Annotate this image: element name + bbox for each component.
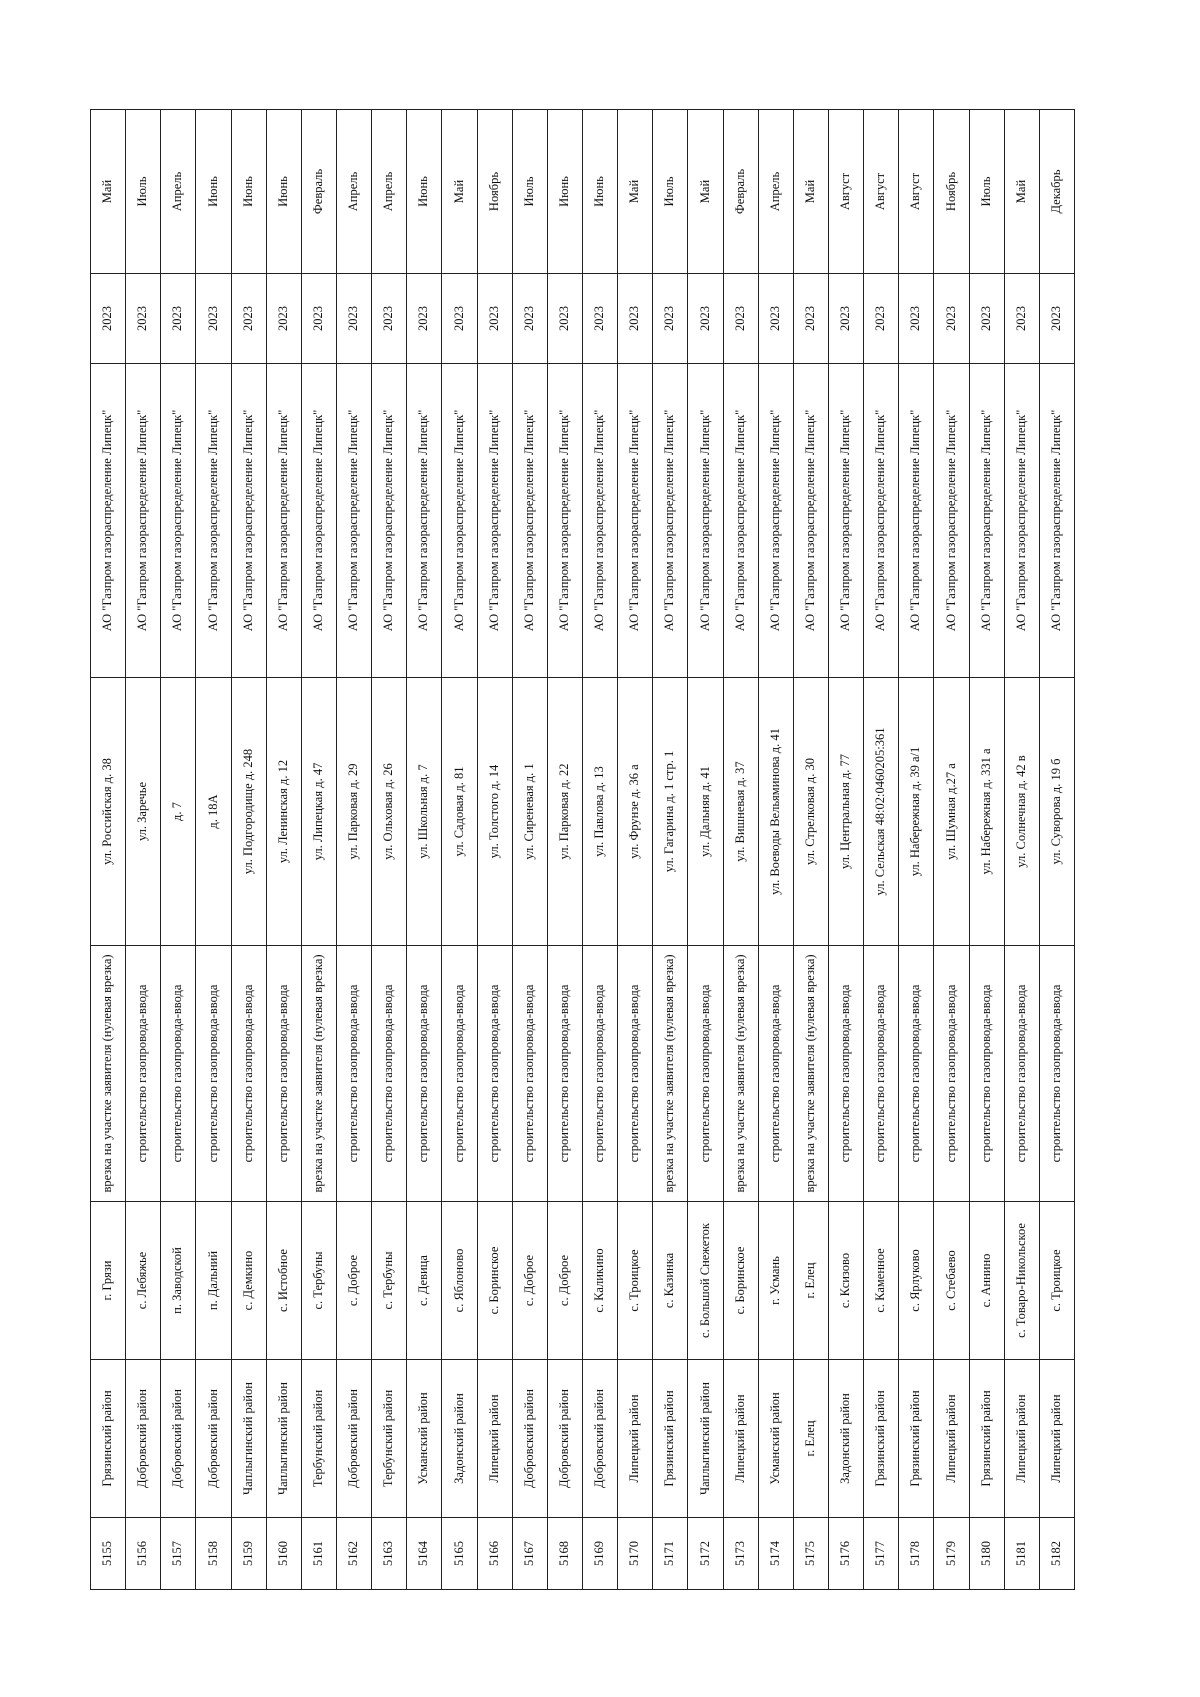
cell-month: Июль bbox=[512, 110, 547, 274]
table-row bbox=[864, 110, 899, 1590]
cell-month: Июнь bbox=[547, 110, 582, 274]
cell-district: Усманский район bbox=[407, 1360, 442, 1518]
cell-address: ул. Липецкая д. 47 bbox=[301, 678, 336, 946]
cell-year: 2023 bbox=[1004, 274, 1039, 364]
cell-month: Ноябрь bbox=[477, 110, 512, 274]
cell-month: Февраль bbox=[301, 110, 336, 274]
cell-number: 5159 bbox=[231, 1518, 266, 1590]
cell-number: 5169 bbox=[582, 1518, 617, 1590]
cell-year: 2023 bbox=[161, 274, 196, 364]
cell-year: 2023 bbox=[899, 274, 934, 364]
cell-work-type: врезка на участке заявителя (нулевая врезка) bbox=[301, 946, 336, 1202]
cell-work-type: строительство газопровода-ввода bbox=[969, 946, 1004, 1202]
cell-year: 2023 bbox=[1039, 274, 1074, 364]
cell-month: Май bbox=[793, 110, 828, 274]
cell-address: ул. Заречье bbox=[126, 678, 161, 946]
cell-locality: с. Троицкое bbox=[618, 1202, 653, 1360]
cell-address: ул. Фрунзе д. 36 а bbox=[618, 678, 653, 946]
cell-organization: АО "Газпром газораспределение Липецк" bbox=[618, 364, 653, 678]
cell-work-type: строительство газопровода-ввода bbox=[126, 946, 161, 1202]
cell-locality: с. Троицкое bbox=[1039, 1202, 1074, 1360]
cell-year: 2023 bbox=[477, 274, 512, 364]
cell-district: Добровский район bbox=[512, 1360, 547, 1518]
cell-number: 5176 bbox=[828, 1518, 863, 1590]
cell-organization: АО "Газпром газораспределение Липецк" bbox=[512, 364, 547, 678]
table-row bbox=[1004, 110, 1039, 1590]
table-row bbox=[372, 110, 407, 1590]
cell-organization: АО "Газпром газораспределение Липецк" bbox=[899, 364, 934, 678]
table-row bbox=[758, 110, 793, 1590]
table-row bbox=[477, 110, 512, 1590]
cell-district: Липецкий район bbox=[1039, 1360, 1074, 1518]
cell-month: Апрель bbox=[758, 110, 793, 274]
cell-district: Добровский район bbox=[547, 1360, 582, 1518]
cell-locality: с. Доброе bbox=[336, 1202, 371, 1360]
cell-year: 2023 bbox=[653, 274, 688, 364]
table-row bbox=[196, 110, 231, 1590]
cell-district: Добровский район bbox=[336, 1360, 371, 1518]
table-row bbox=[723, 110, 758, 1590]
rotated-table-wrapper bbox=[90, 110, 1075, 1590]
cell-district: Добровский район bbox=[126, 1360, 161, 1518]
cell-locality: с. Тербуны bbox=[372, 1202, 407, 1360]
cell-month: Август bbox=[828, 110, 863, 274]
table-row bbox=[266, 110, 301, 1590]
cell-district: Липецкий район bbox=[723, 1360, 758, 1518]
cell-number: 5177 bbox=[864, 1518, 899, 1590]
cell-month: Май bbox=[618, 110, 653, 274]
table-body bbox=[91, 110, 1075, 1590]
cell-district: Липецкий район bbox=[934, 1360, 969, 1518]
cell-address: ул. Вишневая д. 37 bbox=[723, 678, 758, 946]
cell-year: 2023 bbox=[336, 274, 371, 364]
cell-year: 2023 bbox=[582, 274, 617, 364]
cell-address: ул. Центральная д. 77 bbox=[828, 678, 863, 946]
cell-work-type: строительство газопровода-ввода bbox=[828, 946, 863, 1202]
cell-locality: с. Аннино bbox=[969, 1202, 1004, 1360]
cell-locality: п. Дальний bbox=[196, 1202, 231, 1360]
cell-district: Грязинский район bbox=[969, 1360, 1004, 1518]
table-row bbox=[301, 110, 336, 1590]
table-row bbox=[161, 110, 196, 1590]
cell-locality: с. Яблоново bbox=[442, 1202, 477, 1360]
cell-work-type: строительство газопровода-ввода bbox=[899, 946, 934, 1202]
cell-work-type: строительство газопровода-ввода bbox=[547, 946, 582, 1202]
cell-number: 5162 bbox=[336, 1518, 371, 1590]
cell-organization: АО "Газпром газораспределение Липецк" bbox=[969, 364, 1004, 678]
cell-number: 5181 bbox=[1004, 1518, 1039, 1590]
cell-address: ул. Парковая д. 22 bbox=[547, 678, 582, 946]
cell-month: Май bbox=[91, 110, 126, 274]
cell-organization: АО "Газпром газораспределение Липецк" bbox=[793, 364, 828, 678]
cell-district: Грязинский район bbox=[91, 1360, 126, 1518]
cell-work-type: строительство газопровода-ввода bbox=[758, 946, 793, 1202]
cell-locality: с. Демкино bbox=[231, 1202, 266, 1360]
cell-work-type: строительство газопровода-ввода bbox=[1039, 946, 1074, 1202]
cell-work-type: строительство газопровода-ввода bbox=[864, 946, 899, 1202]
cell-month: Июль bbox=[969, 110, 1004, 274]
cell-month: Апрель bbox=[336, 110, 371, 274]
table-row bbox=[969, 110, 1004, 1590]
cell-district: Чаплыгинский район bbox=[231, 1360, 266, 1518]
cell-locality: с. Ксизово bbox=[828, 1202, 863, 1360]
cell-year: 2023 bbox=[828, 274, 863, 364]
cell-organization: АО "Газпром газораспределение Липецк" bbox=[723, 364, 758, 678]
cell-organization: АО "Газпром газораспределение Липецк" bbox=[828, 364, 863, 678]
cell-organization: АО "Газпром газораспределение Липецк" bbox=[758, 364, 793, 678]
cell-number: 5163 bbox=[372, 1518, 407, 1590]
table-row bbox=[653, 110, 688, 1590]
cell-work-type: строительство газопровода-ввода bbox=[231, 946, 266, 1202]
cell-number: 5157 bbox=[161, 1518, 196, 1590]
cell-year: 2023 bbox=[512, 274, 547, 364]
table-row bbox=[899, 110, 934, 1590]
table-row bbox=[1039, 110, 1074, 1590]
cell-address: ул. Солнечная д. 42 в bbox=[1004, 678, 1039, 946]
cell-work-type: строительство газопровода-ввода bbox=[477, 946, 512, 1202]
table-row bbox=[231, 110, 266, 1590]
cell-number: 5155 bbox=[91, 1518, 126, 1590]
cell-number: 5167 bbox=[512, 1518, 547, 1590]
cell-number: 5161 bbox=[301, 1518, 336, 1590]
cell-month: Июнь bbox=[231, 110, 266, 274]
table-row bbox=[828, 110, 863, 1590]
cell-district: Чаплыгинский район bbox=[266, 1360, 301, 1518]
cell-organization: АО "Газпром газораспределение Липецк" bbox=[126, 364, 161, 678]
cell-year: 2023 bbox=[618, 274, 653, 364]
cell-locality: с. Истобное bbox=[266, 1202, 301, 1360]
table-row bbox=[582, 110, 617, 1590]
cell-locality: с. Товаро-Никольское bbox=[1004, 1202, 1039, 1360]
cell-year: 2023 bbox=[372, 274, 407, 364]
cell-number: 5179 bbox=[934, 1518, 969, 1590]
cell-organization: АО "Газпром газораспределение Липецк" bbox=[1004, 364, 1039, 678]
cell-work-type: строительство газопровода-ввода bbox=[1004, 946, 1039, 1202]
cell-organization: АО "Газпром газораспределение Липецк" bbox=[161, 364, 196, 678]
table-row bbox=[91, 110, 126, 1590]
cell-district: Грязинский район bbox=[864, 1360, 899, 1518]
table-row bbox=[793, 110, 828, 1590]
cell-year: 2023 bbox=[793, 274, 828, 364]
cell-work-type: врезка на участке заявителя (нулевая врезка) bbox=[793, 946, 828, 1202]
cell-year: 2023 bbox=[407, 274, 442, 364]
cell-district: Добровский район bbox=[161, 1360, 196, 1518]
cell-number: 5158 bbox=[196, 1518, 231, 1590]
cell-month: Апрель bbox=[161, 110, 196, 274]
cell-work-type: врезка на участке заявителя (нулевая врезка) bbox=[723, 946, 758, 1202]
table-row bbox=[688, 110, 723, 1590]
cell-year: 2023 bbox=[301, 274, 336, 364]
cell-address: ул. Суворова д. 19 б bbox=[1039, 678, 1074, 946]
cell-number: 5175 bbox=[793, 1518, 828, 1590]
cell-work-type: строительство газопровода-ввода bbox=[618, 946, 653, 1202]
cell-locality: с. Казинка bbox=[653, 1202, 688, 1360]
cell-address: ул. Школьная д. 7 bbox=[407, 678, 442, 946]
cell-locality: г. Елец bbox=[793, 1202, 828, 1360]
cell-number: 5160 bbox=[266, 1518, 301, 1590]
cell-year: 2023 bbox=[934, 274, 969, 364]
cell-number: 5168 bbox=[547, 1518, 582, 1590]
cell-number: 5166 bbox=[477, 1518, 512, 1590]
cell-district: Задонский район bbox=[828, 1360, 863, 1518]
cell-number: 5171 bbox=[653, 1518, 688, 1590]
cell-number: 5180 bbox=[969, 1518, 1004, 1590]
cell-locality: с. Боринское bbox=[723, 1202, 758, 1360]
cell-address: ул. Воеводы Вельяминова д. 41 bbox=[758, 678, 793, 946]
cell-work-type: строительство газопровода-ввода bbox=[582, 946, 617, 1202]
cell-year: 2023 bbox=[91, 274, 126, 364]
cell-address: ул. Российская д. 38 bbox=[91, 678, 126, 946]
cell-district: Липецкий район bbox=[477, 1360, 512, 1518]
cell-locality: п. Заводской bbox=[161, 1202, 196, 1360]
cell-work-type: строительство газопровода-ввода bbox=[266, 946, 301, 1202]
cell-work-type: строительство газопровода-ввода bbox=[688, 946, 723, 1202]
cell-organization: АО "Газпром газораспределение Липецк" bbox=[934, 364, 969, 678]
cell-organization: АО "Газпром газораспределение Липецк" bbox=[372, 364, 407, 678]
cell-address: ул. Сиреневая д. 1 bbox=[512, 678, 547, 946]
cell-year: 2023 bbox=[969, 274, 1004, 364]
cell-year: 2023 bbox=[196, 274, 231, 364]
cell-district: Усманский район bbox=[758, 1360, 793, 1518]
cell-year: 2023 bbox=[442, 274, 477, 364]
cell-district: Чаплыгинский район bbox=[688, 1360, 723, 1518]
cell-organization: АО "Газпром газораспределение Липецк" bbox=[1039, 364, 1074, 678]
cell-address: ул. Ольховая д. 26 bbox=[372, 678, 407, 946]
cell-organization: АО "Газпром газораспределение Липецк" bbox=[653, 364, 688, 678]
cell-district: Задонский район bbox=[442, 1360, 477, 1518]
cell-month: Июнь bbox=[582, 110, 617, 274]
cell-work-type: врезка на участке заявителя (нулевая врезка) bbox=[653, 946, 688, 1202]
cell-year: 2023 bbox=[126, 274, 161, 364]
cell-organization: АО "Газпром газораспределение Липецк" bbox=[582, 364, 617, 678]
cell-month: Август bbox=[864, 110, 899, 274]
cell-month: Август bbox=[899, 110, 934, 274]
table-row bbox=[512, 110, 547, 1590]
cell-organization: АО "Газпром газораспределение Липецк" bbox=[864, 364, 899, 678]
table-row bbox=[618, 110, 653, 1590]
cell-locality: с. Доброе bbox=[512, 1202, 547, 1360]
cell-work-type: строительство газопровода-ввода bbox=[196, 946, 231, 1202]
table-row bbox=[547, 110, 582, 1590]
cell-organization: АО "Газпром газораспределение Липецк" bbox=[688, 364, 723, 678]
cell-organization: АО "Газпром газораспределение Липецк" bbox=[266, 364, 301, 678]
cell-organization: АО "Газпром газораспределение Липецк" bbox=[301, 364, 336, 678]
cell-locality: с. Доброе bbox=[547, 1202, 582, 1360]
table-row bbox=[407, 110, 442, 1590]
cell-month: Ноябрь bbox=[934, 110, 969, 274]
cell-number: 5164 bbox=[407, 1518, 442, 1590]
cell-organization: АО "Газпром газораспределение Липецк" bbox=[196, 364, 231, 678]
cell-district: г. Елец bbox=[793, 1360, 828, 1518]
cell-address: ул. Ленинская д. 12 bbox=[266, 678, 301, 946]
cell-number: 5182 bbox=[1039, 1518, 1074, 1590]
cell-district: Добровский район bbox=[582, 1360, 617, 1518]
cell-work-type: строительство газопровода-ввода bbox=[161, 946, 196, 1202]
cell-locality: с. Лебяжье bbox=[126, 1202, 161, 1360]
cell-address: ул. Набережная д. 39 а/1 bbox=[899, 678, 934, 946]
cell-number: 5156 bbox=[126, 1518, 161, 1590]
cell-organization: АО "Газпром газораспределение Липецк" bbox=[91, 364, 126, 678]
cell-locality: с. Боринское bbox=[477, 1202, 512, 1360]
cell-organization: АО "Газпром газораспределение Липецк" bbox=[442, 364, 477, 678]
cell-district: Липецкий район bbox=[618, 1360, 653, 1518]
cell-month: Май bbox=[442, 110, 477, 274]
cell-address: ул. Стрелковая д. 30 bbox=[793, 678, 828, 946]
cell-year: 2023 bbox=[547, 274, 582, 364]
cell-month: Июль bbox=[653, 110, 688, 274]
cell-district: Тербунский район bbox=[372, 1360, 407, 1518]
cell-number: 5178 bbox=[899, 1518, 934, 1590]
cell-locality: с. Каликино bbox=[582, 1202, 617, 1360]
cell-year: 2023 bbox=[864, 274, 899, 364]
cell-address: ул. Подгородище д. 248 bbox=[231, 678, 266, 946]
cell-address: д. 7 bbox=[161, 678, 196, 946]
cell-month: Апрель bbox=[372, 110, 407, 274]
cell-locality: г. Грязи bbox=[91, 1202, 126, 1360]
cell-month: Май bbox=[688, 110, 723, 274]
cell-number: 5174 bbox=[758, 1518, 793, 1590]
cell-year: 2023 bbox=[266, 274, 301, 364]
cell-district: Добровский район bbox=[196, 1360, 231, 1518]
cell-number: 5173 bbox=[723, 1518, 758, 1590]
cell-organization: АО "Газпром газораспределение Липецк" bbox=[231, 364, 266, 678]
cell-address: ул. Дальняя д. 41 bbox=[688, 678, 723, 946]
cell-year: 2023 bbox=[688, 274, 723, 364]
cell-number: 5172 bbox=[688, 1518, 723, 1590]
cell-work-type: строительство газопровода-ввода bbox=[442, 946, 477, 1202]
table-row bbox=[442, 110, 477, 1590]
cell-address: ул. Гагарина д. 1 стр. 1 bbox=[653, 678, 688, 946]
cell-month: Июнь bbox=[196, 110, 231, 274]
cell-locality: г. Усмань bbox=[758, 1202, 793, 1360]
cell-month: Май bbox=[1004, 110, 1039, 274]
cell-organization: АО "Газпром газораспределение Липецк" bbox=[477, 364, 512, 678]
cell-locality: с. Каменное bbox=[864, 1202, 899, 1360]
cell-address: д. 18А bbox=[196, 678, 231, 946]
cell-locality: с. Тербуны bbox=[301, 1202, 336, 1360]
gas-connection-table bbox=[90, 109, 1075, 1590]
cell-number: 5170 bbox=[618, 1518, 653, 1590]
cell-locality: с. Стебаево bbox=[934, 1202, 969, 1360]
cell-organization: АО "Газпром газораспределение Липецк" bbox=[407, 364, 442, 678]
table-row bbox=[126, 110, 161, 1590]
table-row bbox=[934, 110, 969, 1590]
cell-organization: АО "Газпром газораспределение Липецк" bbox=[547, 364, 582, 678]
cell-month: Июнь bbox=[266, 110, 301, 274]
table-row bbox=[336, 110, 371, 1590]
cell-work-type: строительство газопровода-ввода bbox=[372, 946, 407, 1202]
cell-address: ул. Набережная д. 331 а bbox=[969, 678, 1004, 946]
cell-address: ул. Сельская 48:02:0460205:361 bbox=[864, 678, 899, 946]
cell-work-type: строительство газопровода-ввода bbox=[336, 946, 371, 1202]
cell-month: Июнь bbox=[407, 110, 442, 274]
cell-year: 2023 bbox=[231, 274, 266, 364]
cell-month: Февраль bbox=[723, 110, 758, 274]
cell-month: Декабрь bbox=[1039, 110, 1074, 274]
cell-address: ул. Шумная д.27 а bbox=[934, 678, 969, 946]
cell-work-type: строительство газопровода-ввода bbox=[407, 946, 442, 1202]
cell-district: Грязинский район bbox=[653, 1360, 688, 1518]
cell-locality: с. Девица bbox=[407, 1202, 442, 1360]
cell-district: Тербунский район bbox=[301, 1360, 336, 1518]
cell-work-type: строительство газопровода-ввода bbox=[934, 946, 969, 1202]
cell-work-type: врезка на участке заявителя (нулевая врезка) bbox=[91, 946, 126, 1202]
cell-locality: с. Большой Снежеток bbox=[688, 1202, 723, 1360]
cell-address: ул. Парковая д. 29 bbox=[336, 678, 371, 946]
cell-address: ул. Павлова д. 13 bbox=[582, 678, 617, 946]
cell-month: Июль bbox=[126, 110, 161, 274]
cell-address: ул. Садовая д. 81 bbox=[442, 678, 477, 946]
cell-year: 2023 bbox=[723, 274, 758, 364]
cell-district: Липецкий район bbox=[1004, 1360, 1039, 1518]
cell-district: Грязинский район bbox=[899, 1360, 934, 1518]
cell-work-type: строительство газопровода-ввода bbox=[512, 946, 547, 1202]
cell-organization: АО "Газпром газораспределение Липецк" bbox=[336, 364, 371, 678]
cell-number: 5165 bbox=[442, 1518, 477, 1590]
cell-locality: с. Ярлуково bbox=[899, 1202, 934, 1360]
cell-address: ул. Толстого д. 14 bbox=[477, 678, 512, 946]
cell-year: 2023 bbox=[758, 274, 793, 364]
